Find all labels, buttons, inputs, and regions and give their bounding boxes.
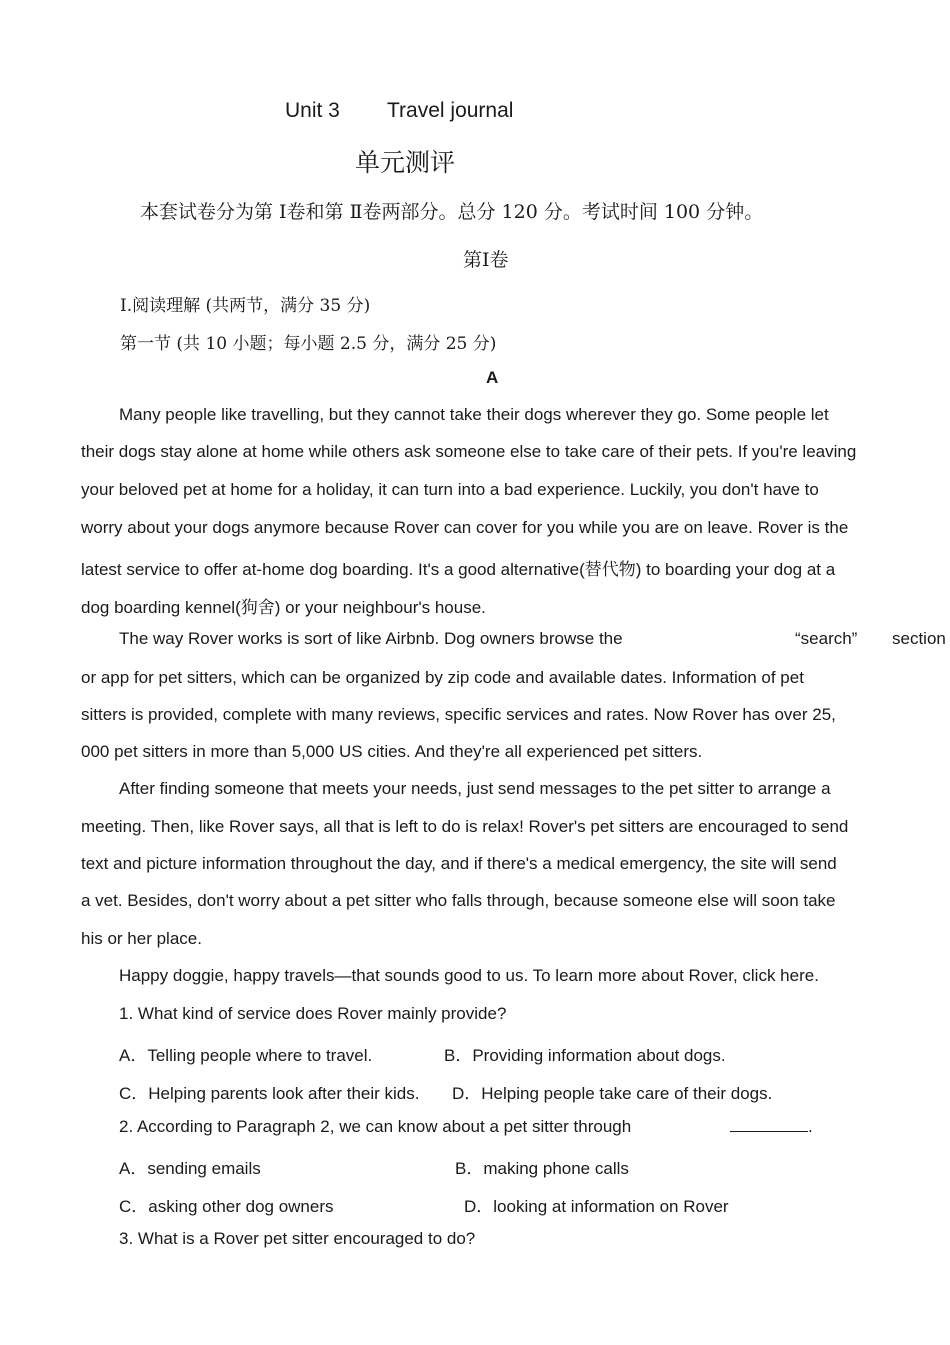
blank-line [730,1119,808,1132]
passage-line: a vet. Besides, don't worry about a pet sitter who falls through, because someone else will soon take [81,891,836,910]
subsection-heading: 第一节 (共 10 小题；每小题 2.5 分，满分 25 分) [120,334,497,354]
answer-blank [730,1117,813,1137]
passage-line: latest service to offer at-home dog boarding. It's a good alternative(替代物) to boarding your dog at a [81,560,836,579]
passage-label: A [486,368,499,387]
section-heading: Ⅰ.阅读理解 (共两节，满分 35 分) [120,296,371,316]
option-d: D．looking at information on Rover [464,1197,729,1216]
unit-label: Unit 3 [285,99,340,122]
passage-line: their dogs stay alone at home while others ask someone else to take care of their pets. If you're leaving [81,442,857,461]
exam-intro: 本套试卷分为第 Ⅰ卷和第 Ⅱ卷两部分。总分 120 分。考试时间 100 分钟。 [140,201,764,223]
question-stem: 2. According to Paragraph 2, we can know about a pet sitter through [119,1117,632,1136]
passage-line: 000 pet sitters in more than 5,000 US cities. And they're all experienced pet sitters. [81,742,703,761]
passage-line: dog boarding kennel(狗舍) or your neighbour's house. [81,598,486,617]
passage-line: meeting. Then, like Rover says, all that is left to do is relax! Rover's pet sitters are encouraged to send [81,817,849,836]
passage-line: or app for pet sitters, which can be organized by zip code and available dates. Information of pet [81,668,804,687]
passage-line: your beloved pet at home for a holiday, it can turn into a bad experience. Luckily, you don't have to [81,480,819,499]
option-b: B．Providing information about dogs. [444,1046,726,1065]
passage-line: Happy doggie, happy travels—that sounds good to us. To learn more about Rover, click here. [119,966,819,985]
passage-line: After finding someone that meets your needs, just send messages to the pet sitter to arrange a [119,779,831,798]
question-stem: 1. What kind of service does Rover mainly provide? [119,1004,507,1023]
passage-line: sitters is provided, complete with many reviews, specific services and rates. Now Rover has over 25, [81,705,836,724]
passage-word: section [892,629,946,648]
passage-line: his or her place. [81,929,202,948]
option-c: C．Helping parents look after their kids. [119,1084,420,1103]
search-quote: “search” [795,629,858,648]
passage-line: The way Rover works is sort of like Airbnb. Dog owners browse the [119,629,623,648]
option-a: A．sending emails [119,1159,261,1178]
question-stem: 3. What is a Rover pet sitter encouraged to do? [119,1229,476,1248]
passage-line: Many people like travelling, but they cannot take their dogs wherever they go. Some people let [119,405,829,424]
option-c: C．asking other dog owners [119,1197,334,1216]
unit-topic: Travel journal [387,99,514,122]
subtitle: 单元测评 [355,148,456,177]
passage-line: text and picture information throughout the day, and if there's a medical emergency, the site will send [81,854,837,873]
volume-title: 第Ⅰ卷 [463,249,509,271]
passage-line: worry about your dogs anymore because Rover can cover for you while you are on leave. Rover is the [81,518,849,537]
blank-period: . [808,1117,813,1136]
option-b: B．making phone calls [455,1159,629,1178]
option-d: D．Helping people take care of their dogs. [452,1084,773,1103]
option-a: A．Telling people where to travel. [119,1046,373,1065]
